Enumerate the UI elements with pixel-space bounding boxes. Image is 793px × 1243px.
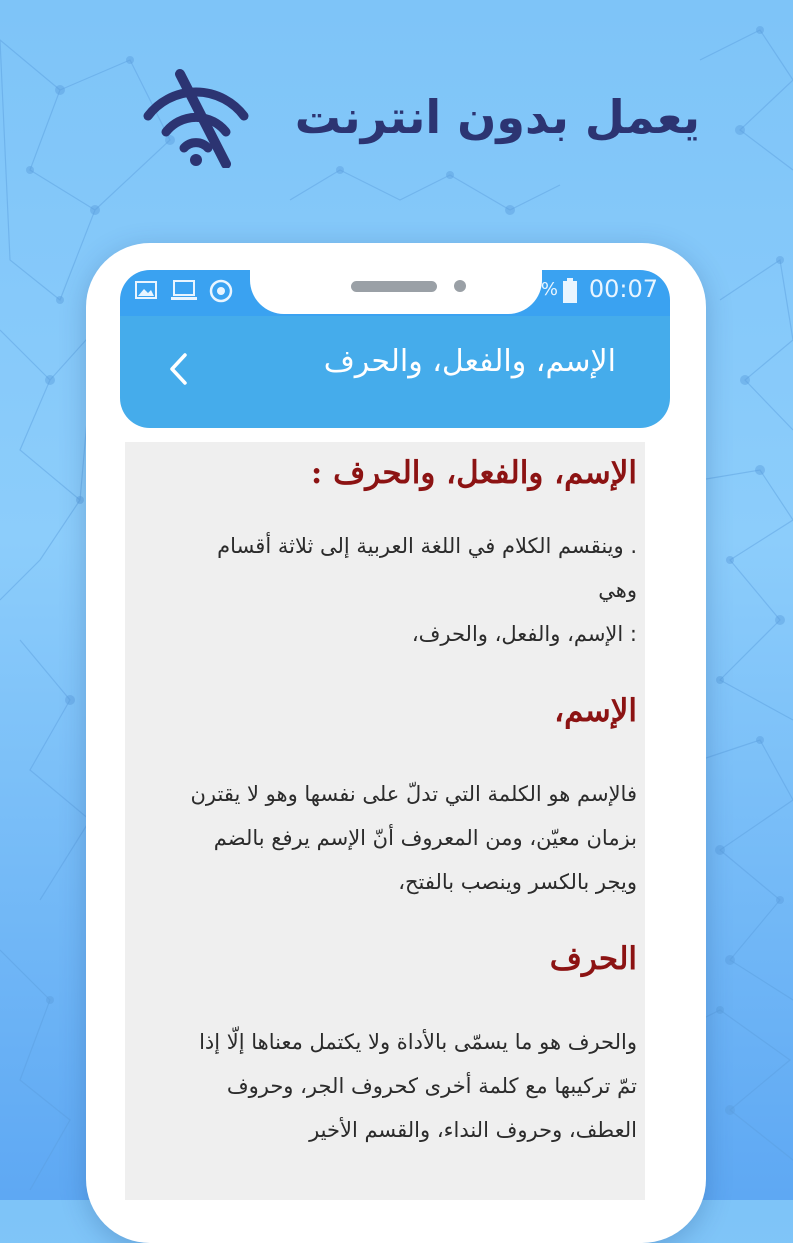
paragraph-line: فالإسم هو الكلمة التي تدلّ على نفسها وهو لا يقترن	[190, 782, 637, 806]
paragraph-letter	[139, 1020, 637, 1152]
paragraph-intro	[139, 524, 637, 656]
paragraph-line: . وينقسم الكلام في اللغة العربية إلى ثلاثة أقسام	[217, 534, 637, 558]
image-icon	[134, 278, 158, 302]
laptop-icon	[170, 278, 198, 302]
paragraph-line: ويجر بالكسر وينصب بالفتح،	[398, 870, 637, 894]
article-body	[125, 442, 645, 1152]
paragraph-line: وهي	[598, 578, 637, 602]
phone-speaker	[351, 281, 437, 292]
paragraph-line: والحرف هو ما يسمّى بالأداة ولا يكتمل معناها إلّا إذا	[199, 1030, 637, 1054]
wifi-off-icon	[140, 68, 252, 168]
paragraph-line: تمّ تركيبها مع كلمة أخرى كحروف الجر، وحروف	[226, 1074, 637, 1098]
heading-letter: الحرف	[549, 941, 637, 977]
paragraph-noun	[139, 772, 637, 904]
promo-title: يعمل بدون انترنت	[294, 90, 700, 144]
app-bar	[120, 316, 670, 428]
phone-camera	[454, 280, 466, 292]
battery-percent: %	[540, 279, 558, 300]
chevron-left-icon	[167, 352, 189, 386]
paragraph-line: بزمان معيّن، ومن المعروف أنّ الإسم يرفع بالضم	[213, 826, 637, 850]
sync-icon	[208, 278, 234, 304]
heading-noun: الإسم،	[554, 693, 637, 729]
battery-icon	[562, 278, 578, 304]
promo-headline	[140, 62, 700, 172]
heading-noun-verb-letter: الإسم، والفعل، والحرف :	[310, 455, 637, 491]
back-button[interactable]	[158, 346, 198, 392]
paragraph-line: العطف، وحروف النداء، والقسم الأخير	[309, 1118, 637, 1142]
article-content[interactable]	[125, 442, 645, 1200]
status-time: 00:07	[588, 275, 658, 303]
paragraph-line: : الإسم، والفعل، والحرف،	[411, 622, 637, 646]
page-title: الإسم، والفعل، والحرف	[323, 344, 616, 379]
